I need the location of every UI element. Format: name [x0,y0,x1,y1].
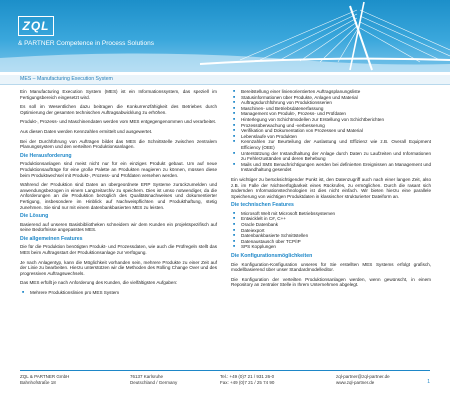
list-item: ■ Auftragsdurchführung von Produktionsserien [241,100,431,106]
footer-text: ZQL & PARTNER GmbH [20,374,70,379]
list-item: ■ Dateiexport [241,228,431,234]
paragraph: Aus diesen Daten werden Kennzahlen ermittelt und ausgewertet. [20,128,153,134]
list-item: ■ Datenbankbasierte Schnittstellen [241,233,431,239]
heading-technical-features: Die technischen Features [231,202,294,209]
footer-city [130,374,177,386]
footer-company [20,374,69,386]
footer-text: Bahnhofstraße 18 [20,380,56,385]
paragraph: Die Konfiguration-Konfiguration unseres für Sie erstellten MES Systems erfolgt grafisch, modellbasierend über unser Standardmodelleditor. [231,261,431,273]
list-item: ■ Unterstützung der Instandhaltung der Anlage durch Daten zu Laufzeiten und Informationen zu Fehlerzuständen und deren Behebung [241,151,431,162]
paragraph: Je nach Anlagentyp, kann die Möglichkeit vorhanden sein, mehrere Produkte zu einer Zeit auf der Linie zu bearbeiten. Hierzu unterstützen wir die Methoden des Rolling Change Over und des progressiven Auftragswechsels. [20,259,217,276]
footer-email-link[interactable]: zql-partner@zql-partner.de [336,374,390,379]
list-item: ■ Prozessüberwachung und -verbesserung [241,123,431,129]
paragraph: Bei der Durchführung von Aufträgen bildet das MES die Schnittstelle zwischen zentralem Planungssystem und den verteilten Produktionsanlagen. [20,138,217,150]
heading-solution: Die Lösung [20,213,49,220]
list-item: ■ SPS Kopplungen [241,244,431,250]
list-item: ■ Management von Produkt-, Prozess- und Prüfdaten [241,111,431,117]
header-banner [0,0,450,72]
section-title-bar [0,75,450,85]
list-item: ■ Bereitstellung einer linienorientierten Auftragsplanungsliste [241,89,431,95]
list-item: ■ Datenaustausch über TCP/IP [241,239,431,245]
footer-text: 76137 Karlsruhe [130,374,164,379]
paragraph: Während der Produktion sind Daten an übergeordnete ERP Systeme zurückzumelden und anwendungsbezogen in einem Langzeitarchiv zu speichern. Dies ist umso notwendiger, da die Anforderungen an die Produktion bezüglich des Qualitätsnachweises und dokumentierter Fertigung, insbesondere im Hinblick auf Nachweispflichten und Produkthaftung, stetig zunehmen. Sie sind nur mit einem datenbankbasierten MES zu leisten. [20,182,217,210]
company-logo: ZQL [18,16,54,36]
footer-text: Tel.: +49 (0)7 21 / 931 26-0 [220,374,275,379]
heading-configuration: Die Konfigurationsmöglichkeiten [231,253,313,260]
heading-challenge: Die Herausforderung [20,152,72,159]
list-item: ■ Verifikation und Dokumentation von Prozessen und Material [241,128,431,134]
bullet-list [231,211,431,250]
list-item: ■ Entwicklelt in C#, C++ [241,216,431,222]
left-column [20,89,217,300]
list-item: ■ Oracle Datenbank [241,222,431,228]
paragraph: Basierend auf unseren Basisbibliotheken schneidern wir dem Kunden ein projektspezifisch auf seine Bedürfnisse angepasstes MES. [20,221,217,233]
page-footer [20,370,430,385]
list-item: ■ Mails und SMS Benachrichtigungen werden bei definierten Ereignissen an Management und Instandhaltung gesendet [241,162,431,173]
paragraph: Die Konfiguration der verteilten Produktionsanlagen werden, wenn gewünscht, in einem Repository an zentraler Stelle in Ihrem Unternehmen abgelegt. [231,276,431,288]
footer-phone [220,374,274,386]
footer-text: Deutschland / Germany [130,380,178,385]
section-title: MES – Manufacturing Execution System [20,76,113,82]
list-item: ■ Statusinformationen über Produkte, Anlagen und Material [241,95,431,101]
company-tagline: & PARTNER Competence in Process Solutions [18,40,154,47]
bridge-illustration [0,0,450,72]
paragraph: Ein Manufacturing Execution System (MES) ist ein Informationssystem, das speziell im Fertigungsbereich eingesetzt wird. [20,89,217,100]
list-item: ■ Hinterlegung von Schichtmodellen zur Erstellung von Schichtberichten [241,117,431,123]
footer-website-link[interactable]: www.zql-partner.de [336,380,375,385]
footer-text: Fax: +49 (0)7 21 / 25 74 90 [220,380,275,385]
paragraph: Ein wichtiger zu berücksichtigender Punkt ist, den Datenzugriff auch nach einer langen Zeit, also z.B. im Falle der Nichtverfügbarkeit eines Rückrufes, zu ermöglichen. Durch die rasant sich ändernden Informationstechnologien ist dies nicht einfach. Wir bieten hierzu eine parallele Speicherung von wichtigen Produktdaten in klassischer strukturierter Dateiform an. [231,176,431,199]
list-item: ■ Lebenslaufe von Produkten [241,134,431,140]
list-item: ■ Mehrere Produktionslinien pro MES System [30,290,217,296]
list-item: ■ Kennzahlen zur Beurteilung der Auslastung und Effizienz wie z.B. Overall Equipment Efficiency (OEE) [241,139,431,150]
footer-contact [336,374,390,386]
bullet-list [20,290,217,296]
list-item: ■ Microsoft Welt mit Microsoft Betriebssystemen [241,211,431,217]
paragraph: Produktionsanlagen sind meist nicht nur für ein einziges Produkt gebaut. Um auf neue Produktionsaufträge für eine große Palette an Produkten reagieren zu können, müssen diese beim Produktwechsel mit Produkt-, Prozess- und Prüfdaten versehen werden. [20,161,217,178]
bullet-list [231,89,431,173]
paragraph: Produkt-, Prozess- und Maschinendaten werden vom MES entgegengenommen und verarbeitet. [20,119,217,125]
right-column [231,89,431,292]
list-item: ■ Maschinen- und Betriebsdatenerfassung [241,106,431,112]
paragraph: Die für die Produktion benötigten Produkt- und Prozessdaten, wie auch die Prüfregeln stellt das MES beim Auftragsstart der Produktionsanlage zur Verfügung. [20,244,217,256]
paragraph: Das MES erfüllt je nach Anforderung des Kunden, die vielfältigsten Aufgaben: [20,280,178,286]
page-number: 1 [427,379,430,385]
heading-general-features: Die allgemeinen Features [20,235,83,242]
paragraph: Es soll im Wesentlichen dazu beitragen die Konkurrenzfähigkeit des Betriebes durch Optimierung der gesamten technischen Auftragsabwicklung zu erhöhen. [20,104,217,115]
